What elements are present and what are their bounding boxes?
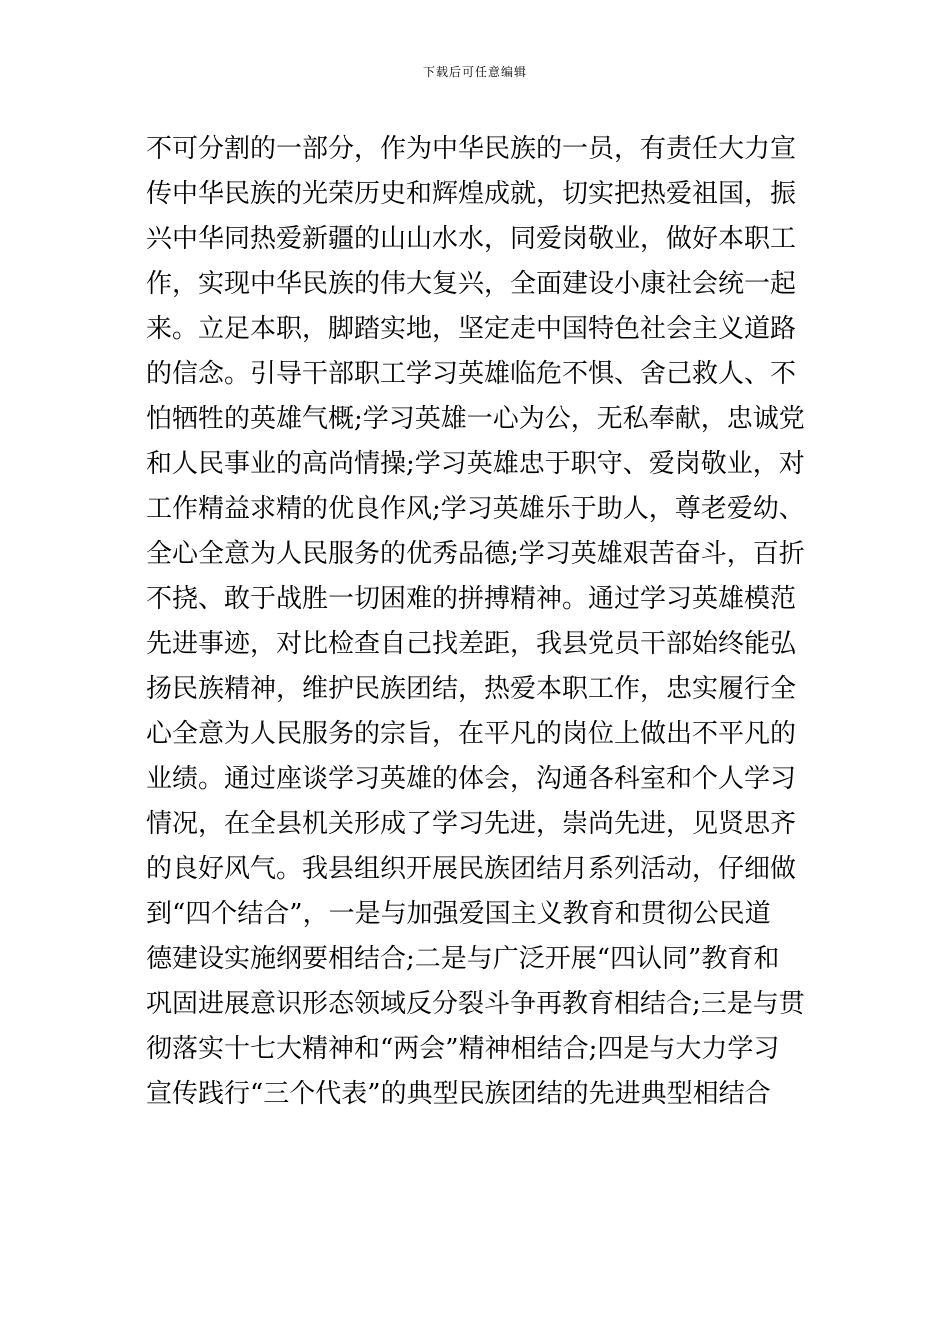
- text-line: 巩固进展意识形态领域反分裂斗争再教育相结合;三是与贯: [146, 989, 805, 1019]
- text-line: 工作精益求精的优良作风;学习英雄乐于助人，尊老爱幼、: [146, 494, 805, 524]
- text-line: 彻落实十七大精神和“两会”精神相结合;四是与大力学习: [146, 1034, 780, 1064]
- text-line: 德建设实施纲要相结合;二是与广泛开展“四认同”教育和: [146, 944, 780, 974]
- text-line: 全心全意为人民服务的优秀品德;学习英雄艰苦奋斗，百折: [146, 539, 805, 569]
- body-text: [146, 127, 806, 1117]
- text-line: 情况，在全县机关形成了学习先进，崇尚先进，见贤思齐: [146, 809, 797, 839]
- text-line: 业绩。通过座谈学习英雄的体会，沟通各科室和个人学习: [146, 764, 797, 794]
- text-line: 和人民事业的高尚情操;学习英雄忠于职守、爱岗敬业，对: [146, 449, 805, 479]
- text-line: 不挠、敢于战胜一切困难的拼搏精神。通过学习英雄模范: [146, 584, 797, 614]
- text-line: 到“四个结合”，一是与加强爱国主义教育和贯彻公民道: [146, 899, 771, 929]
- text-line: 的良好风气。我县组织开展民族团结月系列活动，仔细做: [146, 854, 797, 884]
- text-line: 的信念。引导干部职工学习英雄临危不惧、舍己救人、不: [146, 359, 797, 389]
- text-line: 不可分割的一部分，作为中华民族的一员，有责任大力宣: [146, 134, 797, 164]
- text-line: 怕牺牲的英雄气概;学习英雄一心为公，无私奉献，忠诚党: [146, 404, 805, 434]
- text-line: 先进事迹，对比检查自己找差距，我县党员干部始终能弘: [146, 629, 797, 659]
- text-line: 宣传践行“三个代表”的典型民族团结的先进典型相结合: [146, 1079, 771, 1109]
- text-line: 扬民族精神，维护民族团结，热爱本职工作，忠实履行全: [146, 674, 797, 704]
- text-line: 兴中华同热爱新疆的山山水水，同爱岗敬业，做好本职工: [146, 224, 797, 254]
- text-line: 传中华民族的光荣历史和辉煌成就，切实把热爱祖国，振: [146, 179, 797, 209]
- page-header: 下载后可任意编辑: [422, 65, 527, 79]
- text-line: 作，实现中华民族的伟大复兴，全面建设小康社会统一起: [146, 269, 797, 299]
- text-line: 心全意为人民服务的宗旨，在平凡的岗位上做出不平凡的: [146, 719, 797, 749]
- text-line: 来。立足本职，脚踏实地，坚定走中国特色社会主义道路: [146, 314, 797, 344]
